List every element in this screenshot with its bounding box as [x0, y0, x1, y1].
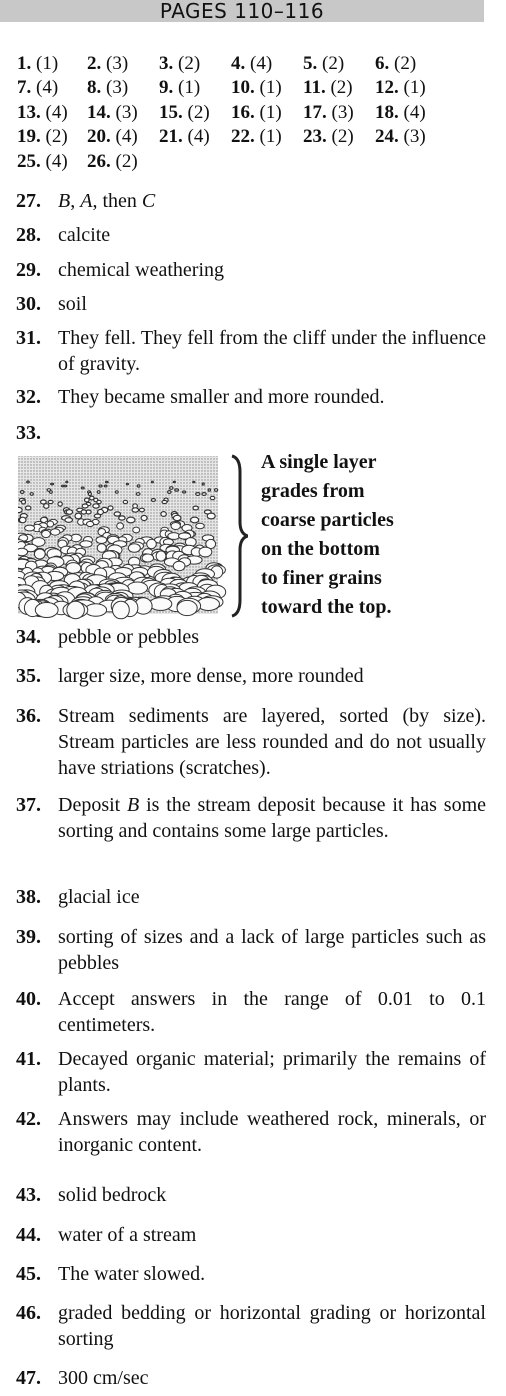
figure-caption-line: coarse particles: [261, 509, 394, 531]
item-number: 34.: [16, 626, 41, 648]
item-text: Decayed organic material; primarily the remains of plants.: [58, 1048, 486, 1096]
item-text: water of a stream: [58, 1224, 197, 1246]
answer-item: [16, 1182, 486, 1208]
question-number: 23.: [303, 126, 327, 148]
item-number: 35.: [16, 665, 41, 687]
answer-choice: (2): [330, 77, 353, 99]
answer-choice: (1): [403, 77, 426, 99]
page-header: PAGES 110–116: [0, 0, 484, 22]
answer-item: [16, 1106, 486, 1158]
item-number: 40.: [16, 988, 41, 1010]
item-number: 37.: [16, 794, 41, 816]
answer-choice: (3): [331, 101, 354, 123]
item-number: 27.: [16, 190, 41, 212]
answer-choice: (2): [394, 53, 417, 74]
question-number: 17.: [303, 101, 327, 123]
answer-cell: [375, 101, 426, 125]
answer-cell: [303, 125, 354, 149]
question-number: 19.: [17, 126, 41, 148]
answer-cell: [303, 52, 344, 76]
answer-row: [17, 76, 497, 100]
answer-item: [16, 1046, 486, 1098]
answer-item: [16, 291, 486, 317]
answer-row: [17, 52, 497, 76]
question-number: 13.: [17, 101, 41, 123]
answer-choice: (3): [106, 77, 129, 99]
answer-cell: [375, 52, 416, 76]
answer-item: [16, 703, 486, 781]
answer-item: [16, 325, 486, 377]
answer-cell: [87, 150, 138, 174]
question-number: 9.: [159, 77, 174, 99]
question-number: 10.: [231, 77, 255, 99]
answer-choice: (1): [36, 53, 59, 74]
figure-caption-line: toward the top.: [261, 596, 392, 618]
question-number: 16.: [231, 101, 255, 123]
figure-caption: [261, 448, 491, 622]
answer-cell: [303, 101, 354, 125]
answer-cell: [231, 76, 282, 100]
multiple-choice-answers: [17, 52, 497, 174]
item-text: They became smaller and more rounded.: [58, 386, 385, 408]
question-number: 18.: [375, 101, 399, 123]
item-number: 28.: [16, 224, 41, 246]
answer-cell: [17, 125, 68, 149]
item-text: Accept answers in the range of 0.01 to 0.1 centimeters.: [58, 988, 486, 1036]
item-text: pebble or pebbles: [58, 626, 200, 648]
answer-choice: (3): [403, 126, 426, 148]
item-number: 39.: [16, 926, 41, 948]
figure-caption-line: grades from: [261, 480, 365, 502]
answer-row: [17, 101, 497, 125]
answer-item: [16, 792, 486, 844]
answer-cell: [159, 76, 200, 100]
item-text: chemical weathering: [58, 259, 225, 281]
item-number: 45.: [16, 1263, 41, 1285]
answer-choice: (2): [322, 53, 345, 74]
answer-item: [16, 1222, 486, 1248]
answer-cell: [17, 76, 58, 100]
question-number: 6.: [375, 53, 390, 74]
item-text: Answers may include weathered rock, minerals, or inorganic content.: [58, 1108, 486, 1156]
item-text: graded bedding or horizontal grading or horizontal sorting: [58, 1302, 486, 1350]
item-text: calcite: [58, 224, 111, 246]
answer-choice: (2): [115, 150, 138, 172]
answer-cell: [375, 76, 426, 100]
question-number: 15.: [159, 101, 183, 123]
question-number: 2.: [87, 53, 102, 74]
item-number: 29.: [16, 259, 41, 281]
figure-caption-line: on the bottom: [261, 538, 380, 560]
answer-cell: [303, 76, 353, 100]
item-number: 30.: [16, 293, 41, 315]
answer-item: [16, 663, 486, 689]
question-number: 1.: [17, 53, 32, 74]
answer-choice: (4): [187, 126, 210, 148]
item-text: B, A, then C: [58, 190, 156, 212]
item-text: glacial ice: [58, 886, 140, 908]
answer-item: [16, 188, 486, 214]
question-number: 21.: [159, 126, 183, 148]
question-number: 7.: [17, 77, 32, 99]
question-number: 4.: [231, 53, 246, 74]
answer-item: [16, 624, 486, 650]
answer-cell: [231, 125, 282, 149]
answer-choice: (1): [259, 101, 282, 123]
question-number: 5.: [303, 53, 318, 74]
item-text: The water slowed.: [58, 1263, 206, 1285]
item-text: Stream sediments are layered, sorted (by size). Stream particles are less rounded and do not usually have striations (scratches).: [58, 705, 486, 779]
figure-caption-line: to finer grains: [261, 567, 382, 589]
answer-choice: (4): [115, 126, 138, 148]
item-number: 43.: [16, 1184, 41, 1206]
question-number: 3.: [159, 53, 174, 74]
answer-item: [16, 1365, 486, 1391]
item-text: solid bedrock: [58, 1184, 167, 1206]
answer-choice: (4): [45, 150, 68, 172]
question-number: 11.: [303, 77, 326, 99]
answer-choice: (2): [178, 53, 201, 74]
answer-item: [16, 884, 486, 910]
answer-choice: (4): [45, 101, 68, 123]
item-number: 47.: [16, 1367, 41, 1389]
answer-choice: (1): [259, 77, 282, 99]
item-number: 44.: [16, 1224, 41, 1246]
question-number: 25.: [17, 150, 41, 172]
answer-item: [16, 1261, 486, 1287]
sediment-layer-drawing: [18, 452, 248, 620]
answer-choice: (1): [259, 126, 282, 148]
graded-bedding-figure: [18, 452, 492, 620]
answer-choice: (1): [178, 77, 201, 99]
answer-cell: [159, 101, 210, 125]
answer-cell: [17, 101, 68, 125]
item-number: 36.: [16, 705, 41, 727]
answer-cell: [87, 52, 128, 76]
item-text: 300 cm/sec: [58, 1367, 149, 1389]
answer-item: [16, 222, 486, 248]
answer-cell: [87, 101, 138, 125]
answer-cell: [159, 125, 210, 149]
item-number: 42.: [16, 1108, 41, 1130]
figure-caption-line: A single layer: [261, 451, 377, 473]
answer-choice: (2): [45, 126, 68, 148]
answer-cell: [231, 52, 272, 76]
item-text: sorting of sizes and a lack of large particles such as pebbles: [58, 926, 486, 974]
answer-item: [16, 384, 486, 410]
item-number: 31.: [16, 327, 41, 349]
answer-cell: [375, 125, 426, 149]
answer-item: [16, 420, 486, 446]
item-number: 33.: [16, 422, 41, 444]
answer-item: [16, 986, 486, 1038]
answer-choice: (4): [250, 53, 273, 74]
item-text: Deposit B is the stream deposit because it has some sorting and contains some large particles.: [58, 794, 487, 842]
answer-cell: [17, 52, 58, 76]
answer-cell: [87, 76, 128, 100]
item-text: larger size, more dense, more rounded: [58, 665, 364, 687]
question-number: 22.: [231, 126, 255, 148]
answer-choice: (2): [187, 101, 210, 123]
answer-item: [16, 1300, 486, 1352]
question-number: 8.: [87, 77, 102, 99]
question-number: 26.: [87, 150, 111, 172]
answer-choice: (4): [36, 77, 59, 99]
question-number: 24.: [375, 126, 399, 148]
item-text: [58, 420, 486, 446]
item-text: soil: [58, 293, 87, 315]
question-number: 14.: [87, 101, 111, 123]
answer-row: [17, 125, 497, 149]
item-number: 46.: [16, 1302, 41, 1324]
answer-item: [16, 924, 486, 976]
answer-cell: [87, 125, 138, 149]
answer-row: [17, 150, 497, 174]
question-number: 20.: [87, 126, 111, 148]
item-text: They fell. They fell from the cliff under the influence of gravity.: [58, 327, 486, 375]
answer-choice: (3): [115, 101, 138, 123]
question-number: 12.: [375, 77, 399, 99]
item-number: 41.: [16, 1048, 41, 1070]
answer-cell: [159, 52, 200, 76]
answer-cell: [17, 150, 68, 174]
answer-choice: (4): [403, 101, 426, 123]
item-number: 38.: [16, 886, 41, 908]
item-number: 32.: [16, 386, 41, 408]
answer-choice: (3): [106, 53, 129, 74]
answer-choice: (2): [331, 126, 354, 148]
answer-item: [16, 257, 486, 283]
answer-cell: [231, 101, 282, 125]
